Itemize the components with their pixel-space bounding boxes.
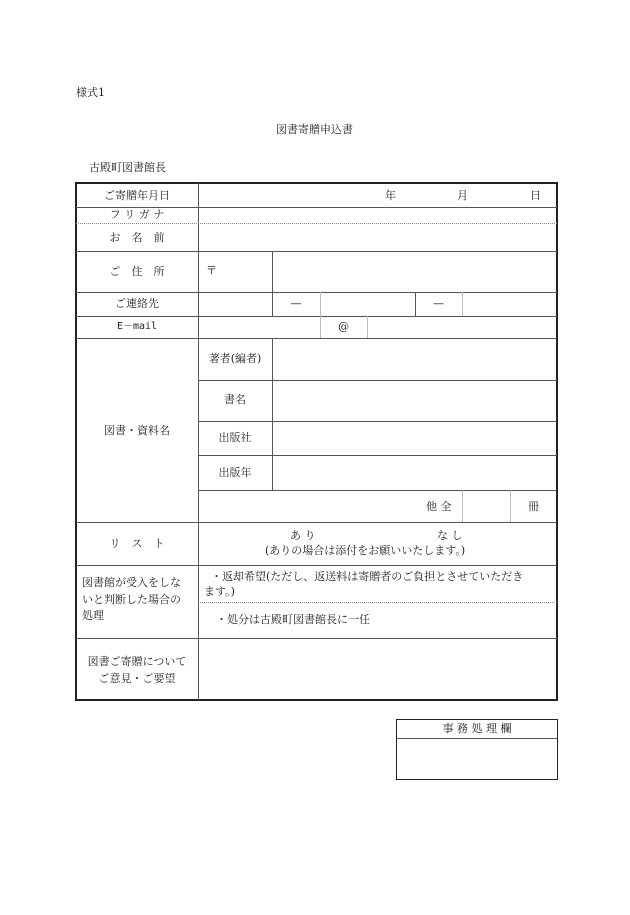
office-use-label: 事 務 処 理 欄 (442, 722, 512, 735)
form-number: 様式1 (76, 86, 105, 99)
volume-unit-label: 冊 (528, 500, 539, 513)
other-total-label: 他 全 (426, 500, 452, 513)
book-title-label: 図書・資料名 (104, 424, 170, 437)
option-dispose[interactable]: ・処分は古殿町図書館長に一任 (216, 613, 370, 626)
phone-part3-field[interactable] (463, 293, 556, 316)
day-label: 日 (530, 189, 541, 202)
phone-dash-1: — (290, 297, 302, 310)
email-at-sign: @ (338, 320, 349, 333)
furigana-label: フ リ ガ ナ (109, 208, 165, 221)
book-name-label: 書名 (224, 393, 246, 406)
publisher-field[interactable] (273, 422, 556, 455)
publication-year-label: 出版年 (218, 466, 252, 479)
month-label: 月 (457, 189, 468, 202)
address-field[interactable] (273, 252, 556, 292)
furigana-field[interactable] (199, 208, 556, 223)
comments-field[interactable] (199, 639, 556, 699)
page-title: 図書寄贈申込書 (276, 123, 353, 136)
book-name-field[interactable] (273, 381, 556, 421)
phone-part1-field[interactable] (199, 293, 272, 316)
year-label: 年 (385, 189, 396, 202)
contact-label: ご連絡先 (115, 297, 159, 310)
volume-count-field[interactable] (463, 491, 510, 522)
publisher-label: 出版社 (218, 431, 252, 444)
donation-date-label: ご寄贈年月日 (104, 189, 170, 202)
list-note: (ありの場合は添付をお願いいたします。) (265, 544, 466, 557)
phone-part2-field[interactable] (321, 293, 415, 316)
name-label: お 名 前 (109, 231, 165, 244)
postal-code-field[interactable] (215, 252, 271, 292)
office-use-field (398, 739, 556, 778)
address-label: ご 住 所 (109, 265, 165, 278)
email-domain-field[interactable] (368, 317, 556, 338)
donation-date-field[interactable] (199, 184, 556, 207)
author-field[interactable] (273, 339, 556, 380)
name-field[interactable] (199, 224, 556, 251)
postal-mark: 〒 (206, 264, 217, 277)
phone-dash-2: — (433, 297, 444, 310)
list-option-no[interactable]: な し (437, 529, 463, 542)
email-label: E－mail (116, 321, 158, 332)
author-label: 著者(編者) (208, 352, 262, 365)
email-user-field[interactable] (199, 317, 320, 338)
list-option-yes[interactable]: あ り (290, 529, 316, 542)
addressee: 古殿町図書館長 (89, 161, 166, 174)
publication-year-field[interactable] (273, 456, 556, 490)
list-label: リ ス ト (109, 537, 165, 550)
